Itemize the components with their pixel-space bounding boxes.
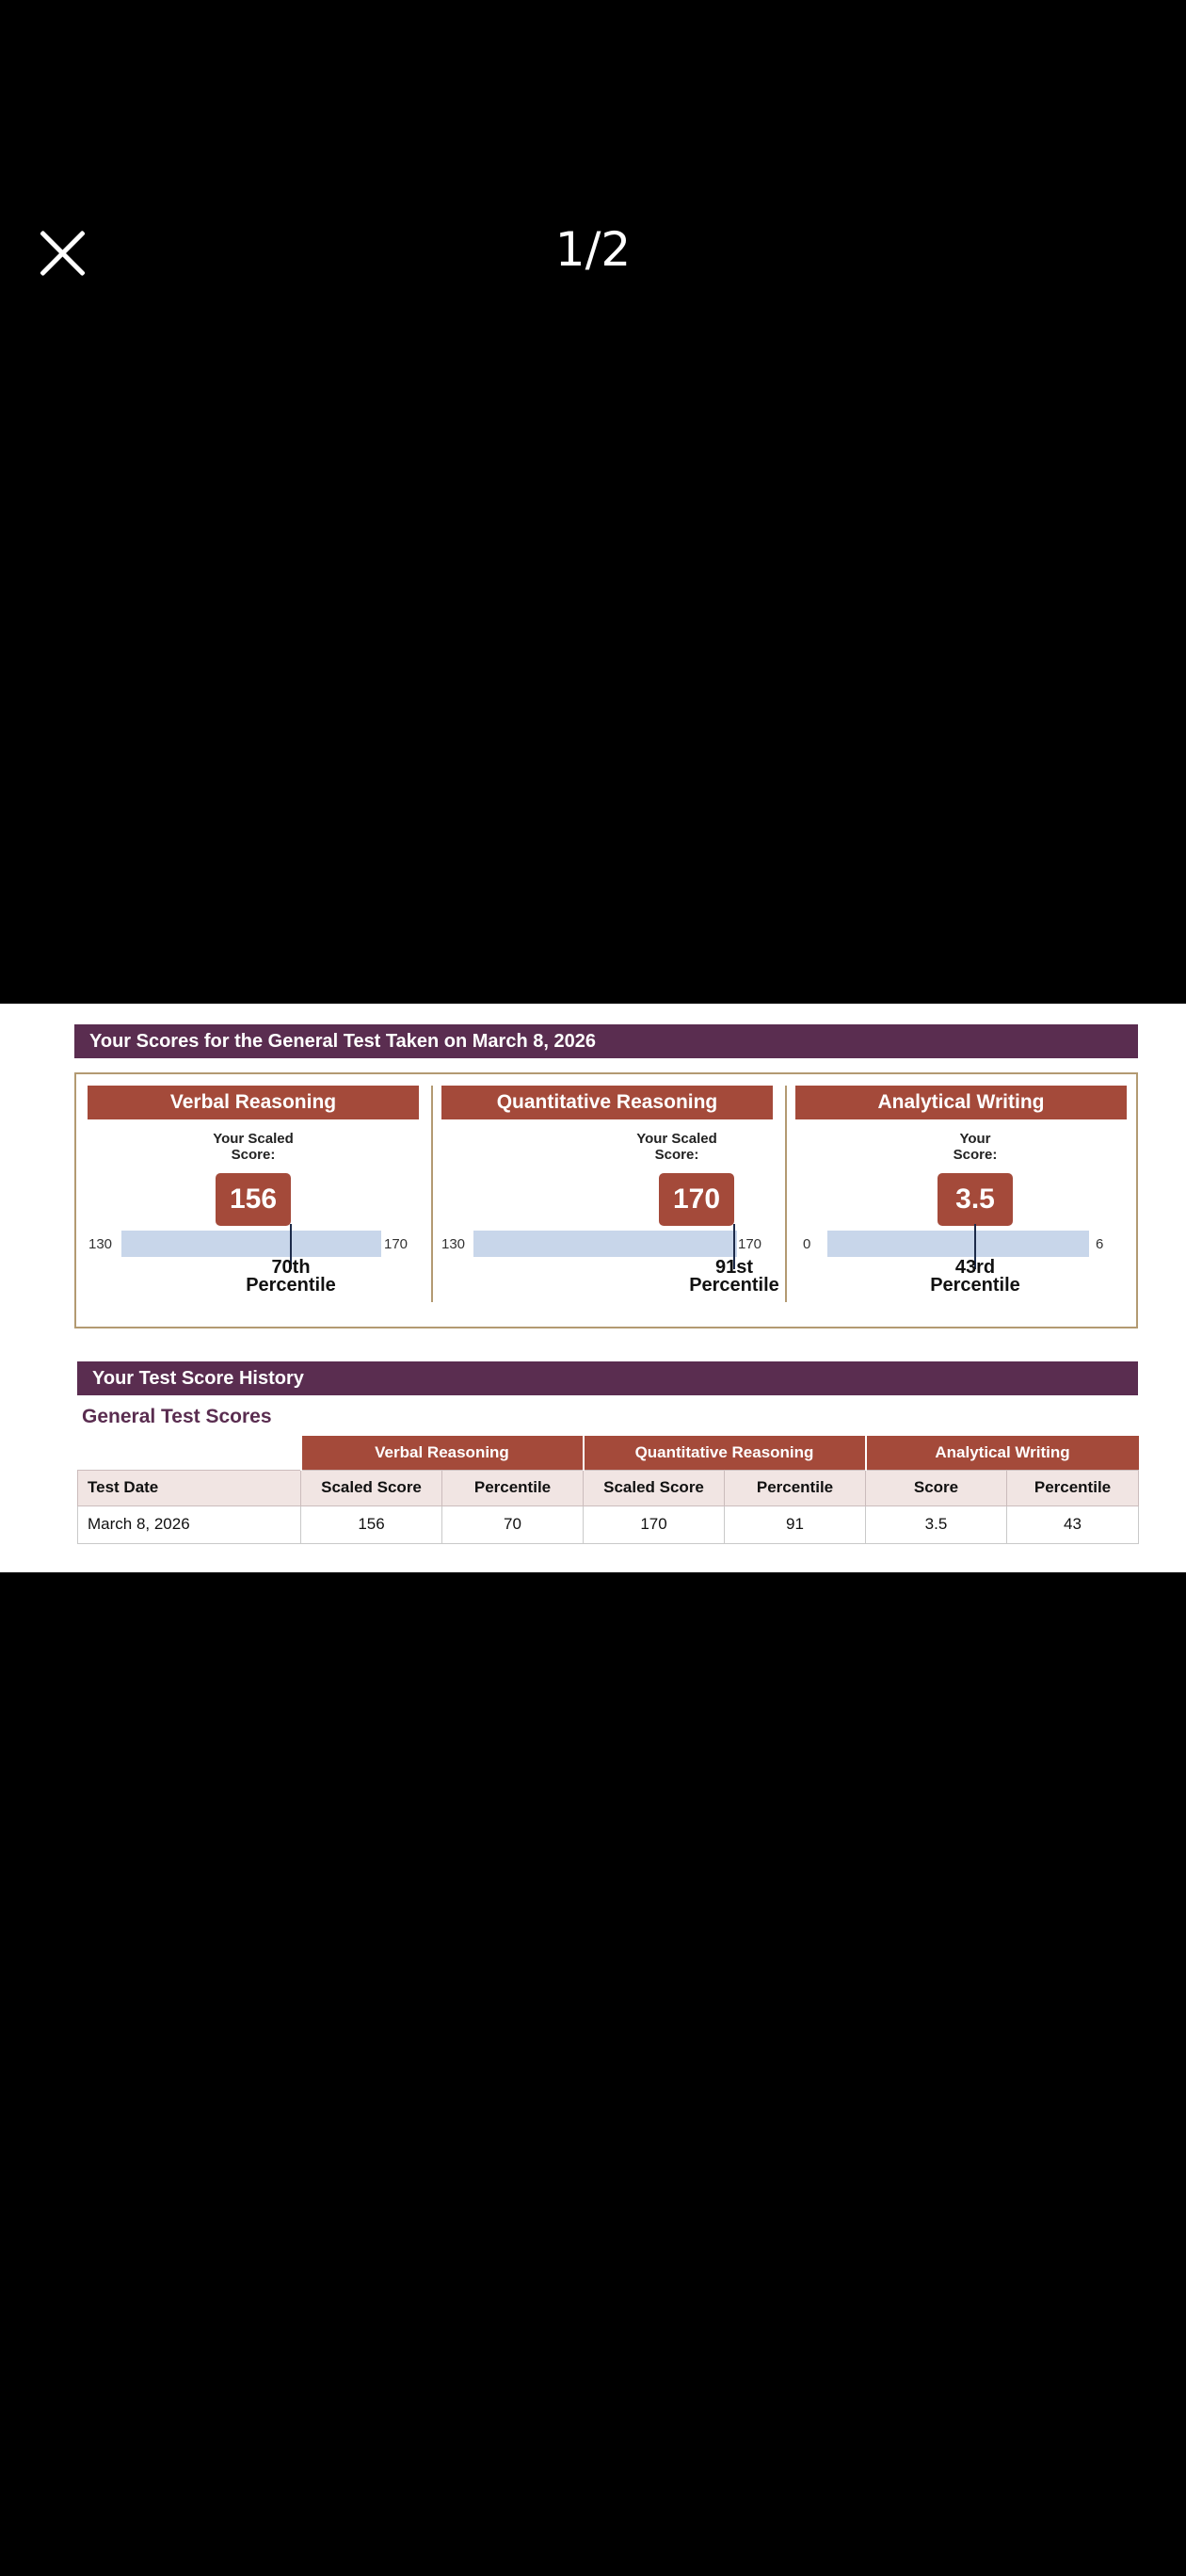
column-header: Score xyxy=(866,1470,1007,1505)
percentile-rank: 91st xyxy=(714,1257,754,1278)
table-cell: 170 xyxy=(584,1505,725,1543)
table-cell: 3.5 xyxy=(866,1505,1007,1543)
column-header: Test Date xyxy=(78,1470,301,1505)
score-scale-bar xyxy=(827,1231,1089,1257)
percentile-label xyxy=(668,1259,800,1295)
table-cell: 70 xyxy=(442,1505,584,1543)
scores-panel-box xyxy=(74,1072,1138,1328)
panel-heading: Verbal Reasoning xyxy=(88,1086,419,1119)
group-header-verbal: Verbal Reasoning xyxy=(301,1436,584,1470)
score-caption-line1: Your xyxy=(959,1131,991,1147)
history-section-title: Your Test Score History xyxy=(77,1361,1138,1395)
score-caption xyxy=(197,1131,310,1163)
table-group-header-row xyxy=(78,1436,1139,1470)
score-caption xyxy=(620,1131,733,1163)
column-header: Scaled Score xyxy=(301,1470,442,1505)
score-report-image xyxy=(0,1004,1186,1572)
table-cell: March 8, 2026 xyxy=(78,1505,301,1543)
table-cell: 43 xyxy=(1007,1505,1139,1543)
column-header: Percentile xyxy=(1007,1470,1139,1505)
scores-section-title: Your Scores for the General Test Taken on March 8, 2026 xyxy=(74,1024,1138,1058)
quantitative-reasoning-panel xyxy=(430,1086,784,1302)
percentile-word: Percentile xyxy=(689,1275,779,1296)
percentile-word: Percentile xyxy=(246,1275,336,1296)
score-badge: 156 xyxy=(216,1173,291,1226)
column-header: Percentile xyxy=(725,1470,866,1505)
table-row xyxy=(78,1505,1139,1543)
scale-min-label: 0 xyxy=(803,1236,811,1252)
group-header-quantitative: Quantitative Reasoning xyxy=(584,1436,866,1470)
scale-min-label: 130 xyxy=(441,1236,466,1252)
scale-max-label: 170 xyxy=(384,1236,409,1252)
score-scale-bar xyxy=(473,1231,737,1257)
score-history-table xyxy=(77,1436,1139,1544)
analytical-writing-panel xyxy=(784,1086,1138,1302)
score-caption xyxy=(919,1131,1032,1163)
percentile-label xyxy=(225,1259,357,1295)
verbal-reasoning-panel xyxy=(76,1086,430,1302)
scale-max-label: 6 xyxy=(1096,1236,1104,1252)
history-subtitle: General Test Scores xyxy=(82,1406,272,1427)
score-badge: 170 xyxy=(659,1173,734,1226)
column-header: Percentile xyxy=(442,1470,584,1505)
percentile-rank: 43rd xyxy=(954,1257,996,1278)
score-scale-bar xyxy=(121,1231,381,1257)
score-caption-line1: Your Scaled xyxy=(636,1131,717,1147)
table-column-header-row xyxy=(78,1470,1139,1505)
panel-heading: Quantitative Reasoning xyxy=(441,1086,773,1119)
scale-max-label: 170 xyxy=(738,1236,762,1252)
percentile-word: Percentile xyxy=(930,1275,1020,1296)
group-header-writing: Analytical Writing xyxy=(866,1436,1139,1470)
table-cell: 91 xyxy=(725,1505,866,1543)
scale-min-label: 130 xyxy=(88,1236,113,1252)
column-header: Scaled Score xyxy=(584,1470,725,1505)
score-caption-line2: Score: xyxy=(654,1147,699,1163)
page-counter: 1/2 xyxy=(554,222,632,277)
score-badge: 3.5 xyxy=(938,1173,1013,1226)
panel-heading: Analytical Writing xyxy=(795,1086,1127,1119)
score-caption-line2: Score: xyxy=(953,1147,998,1163)
score-caption-line2: Score: xyxy=(231,1147,276,1163)
percentile-rank: 70th xyxy=(271,1257,311,1278)
table-cell: 156 xyxy=(301,1505,442,1543)
table-blank-cell xyxy=(78,1436,301,1470)
score-caption-line1: Your Scaled xyxy=(213,1131,294,1147)
percentile-label xyxy=(909,1259,1041,1295)
